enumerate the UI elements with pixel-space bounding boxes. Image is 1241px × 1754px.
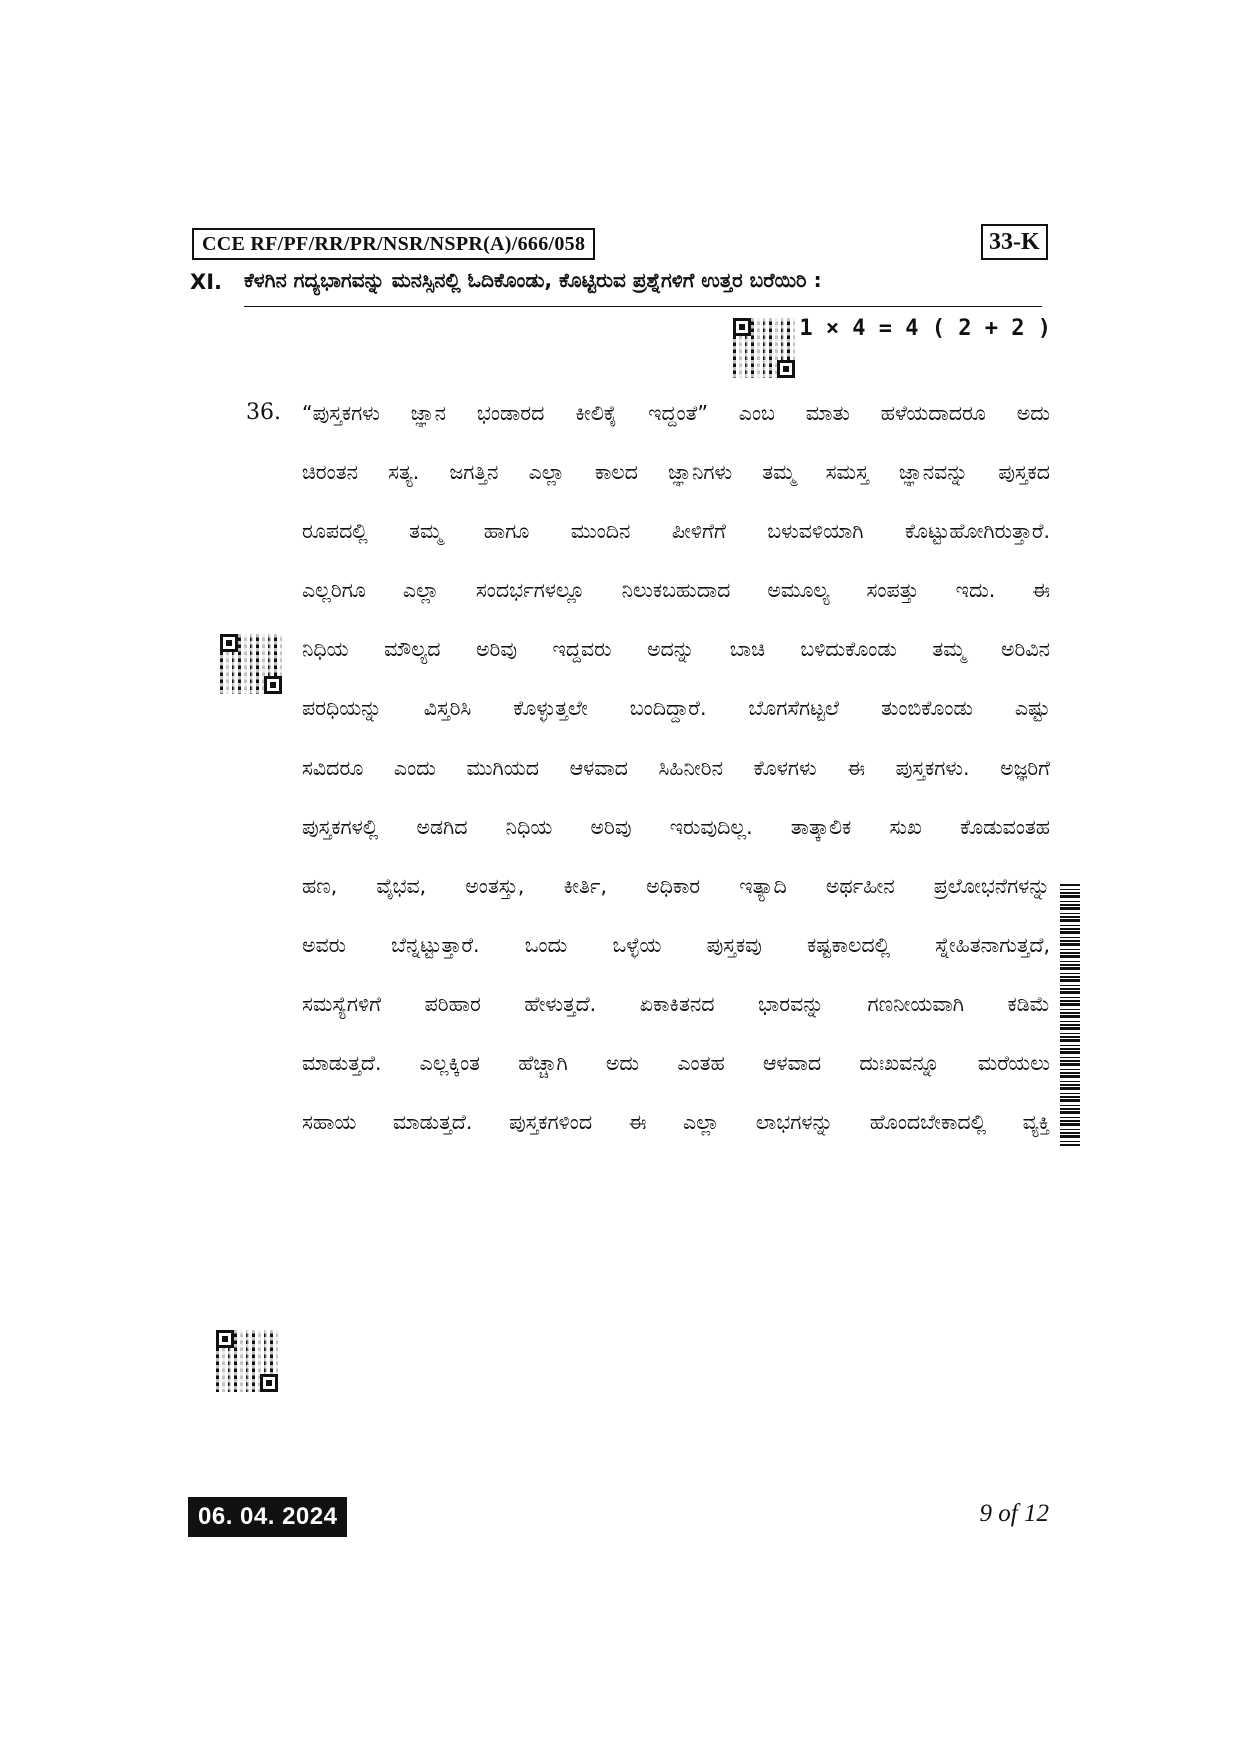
passage-line: ಅವರು ಬೆನ್ನಟ್ಟುತ್ತಾರೆ. ಒಂದು ಒಳ್ಳೆಯ ಪುಸ್ತಕವು ಕಷ್ಟಕಾಲದಲ್ಲಿ ಸ್ನೇಹಿತನಾಗುತ್ತದೆ, bbox=[302, 932, 1050, 957]
passage-line: ಮಾಡುತ್ತದೆ. ಎಲ್ಲಕ್ಕಿಂತ ಹೆಚ್ಚಾಗಿ ಅದು ಎಂತಹ ಆಳವಾದ ದುಃಖವನ್ನೂ ಮರೆಯಲು bbox=[302, 1051, 1050, 1076]
passage-line: ಪುಸ್ತಕಗಳಲ್ಲಿ ಅಡಗಿದ ನಿಧಿಯ ಅರಿವು ಇರುವುದಿಲ್ಲ. ತಾತ್ಕಾಲಿಕ ಸುಖ ಕೊಡುವಂತಹ bbox=[302, 814, 1050, 839]
paper-code: 33-K bbox=[981, 224, 1048, 260]
passage bbox=[302, 398, 1050, 1166]
exam-date-badge: 06. 04. 2024 bbox=[188, 1497, 347, 1537]
page-number: 9 of 12 bbox=[979, 1500, 1049, 1527]
passage-line: ಸಹಾಯ ಮಾಡುತ್ತದೆ. ಪುಸ್ತಕಗಳಿಂದ ಈ ಎಲ್ಲಾ ಲಾಭಗಳನ್ನು ಹೊಂದಬೇಕಾದಲ್ಲಿ ವ್ಯಕ್ತಿ bbox=[302, 1110, 1050, 1135]
qr-code-icon bbox=[216, 1330, 278, 1392]
passage-line: “ಪುಸ್ತಕಗಳು ಜ್ಞಾನ ಭಂಡಾರದ ಕೀಲಿಕೈ ಇದ್ದಂತೆ” ಎಂಬ ಮಾತು ಹಳೆಯದಾದರೂ ಅದು bbox=[302, 401, 1050, 425]
passage-line: ಹಣ, ವೈಭವ, ಅಂತಸ್ತು, ಕೀರ್ತಿ, ಅಧಿಕಾರ ಇತ್ಯಾದಿ ಅರ್ಥಹೀನ ಪ್ರಲೋಭನೆಗಳನ್ನು bbox=[302, 873, 1050, 898]
passage-line: ಸಮಸ್ಯೆಗಳಿಗೆ ಪರಿಹಾರ ಹೇಳುತ್ತದೆ. ಏಕಾಕಿತನದ ಭಾರವನ್ನು ಗಣನೀಯವಾಗಿ ಕಡಿಮೆ bbox=[302, 991, 1050, 1016]
qr-code-icon bbox=[220, 634, 282, 694]
passage-line: ನಿಧಿಯ ಮೌಲ್ಯದ ಅರಿವು ಇದ್ದವರು ಅದನ್ನು ಬಾಚಿ ಬಳಿದುಕೊಂಡು ತಮ್ಮ ಅರಿವಿನ bbox=[302, 637, 1050, 662]
marks-allocation: 1 × 4 = 4 ( 2 + 2 ) bbox=[799, 316, 1051, 341]
qr-code-icon bbox=[733, 318, 795, 378]
section-number: XI. bbox=[190, 270, 222, 294]
passage-line: ಪರಧಿಯನ್ನು ವಿಸ್ತರಿಸಿ ಕೊಳ್ಳುತ್ತಲೇ ಬಂದಿದ್ದಾರೆ. ಬೊಗಸೆಗಟ್ಟಲೆ ತುಂಬಿಕೊಂಡು ಎಷ್ಟು bbox=[302, 696, 1050, 721]
section-instruction: ಕೆಳಗಿನ ಗದ್ಯಭಾಗವನ್ನು ಮನಸ್ಸಿನಲ್ಲಿ ಓದಿಕೊಂಡು, ಕೊಟ್ಟಿರುವ ಪ್ರಶ್ನೆಗಳಿಗೆ ಉತ್ತರ ಬರೆಯಿರಿ : bbox=[244, 268, 822, 292]
passage-line: ರೂಪದಲ್ಲಿ ತಮ್ಮ ಹಾಗೂ ಮುಂದಿನ ಪೀಳಿಗೆಗೆ ಬಳುವಳಿಯಾಗಿ ಕೊಟ್ಟುಹೋಗಿರುತ್ತಾರೆ. bbox=[302, 519, 1050, 544]
passage-line: ಚಿರಂತನ ಸತ್ಯ. ಜಗತ್ತಿನ ಎಲ್ಲಾ ಕಾಲದ ಜ್ಞಾನಿಗಳು ತಮ್ಮ ಸಮಸ್ತ ಜ್ಞಾನವನ್ನು ಪುಸ್ತಕದ bbox=[302, 460, 1050, 485]
barcode-icon bbox=[1060, 884, 1080, 1146]
question-number: 36. bbox=[246, 400, 281, 425]
instruction-underline bbox=[244, 306, 1042, 307]
exam-code: CCE RF/PF/RR/PR/NSR/NSPR(A)/666/058 bbox=[192, 228, 595, 260]
passage-line: ಸವಿದರೂ ಎಂದು ಮುಗಿಯದ ಆಳವಾದ ಸಿಹಿನೀರಿನ ಕೊಳಗಳು ಈ ಪುಸ್ತಕಗಳು. ಅಜ್ಞರಿಗೆ bbox=[302, 755, 1050, 780]
passage-line: ಎಲ್ಲರಿಗೂ ಎಲ್ಲಾ ಸಂದರ್ಭಗಳಲ್ಲೂ ನಿಲುಕಬಹುದಾದ ಅಮೂಲ್ಯ ಸಂಪತ್ತು ಇದು. ಈ bbox=[302, 578, 1050, 603]
